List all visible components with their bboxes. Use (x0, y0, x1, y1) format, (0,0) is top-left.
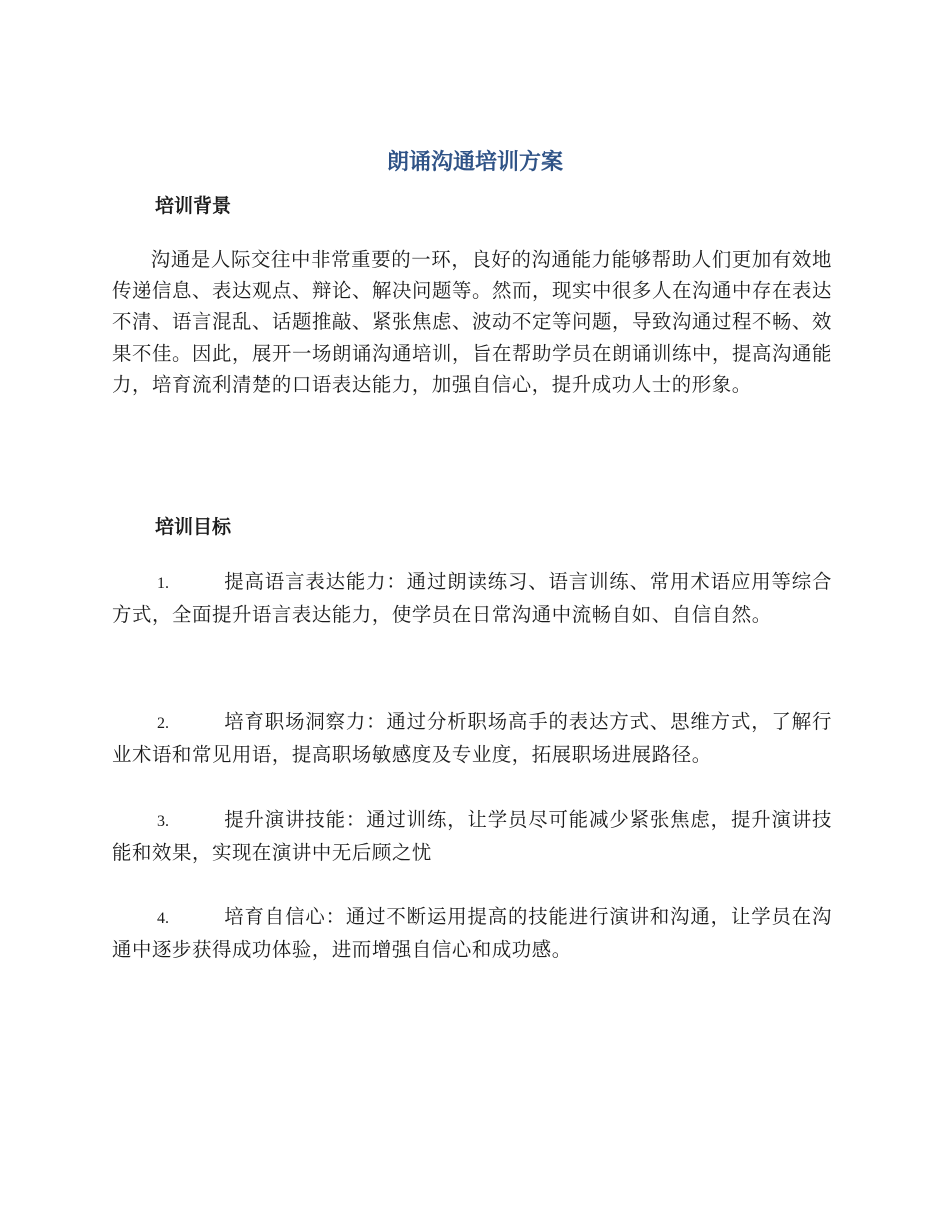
goal-item-3 (112, 804, 832, 868)
goal-item-text: 提高语言表达能力：通过朗读练习、语言训练、常用术语应用等综合方式，全面提升语言表达能力，使学员在日常沟通中流畅自如、自信自然。 (112, 570, 832, 627)
document-title: 朗诵沟通培训方案 (386, 150, 563, 175)
goal-item-4 (112, 901, 832, 965)
section-heading-background: 培训背景 (155, 195, 232, 217)
goal-item-1 (112, 566, 832, 630)
background-paragraph: 沟通是人际交往中非常重要的一环，良好的沟通能力能够帮助人们更加有效地传递信息、表达观点、辩论、解决问题等。然而，现实中很多人在沟通中存在表达不清、语言混乱、话题推敲、紧张焦虑、波动不定等问题，导致沟通过程不畅、效果不佳。因此，展开一场朗诵沟通培训，旨在帮助学员在朗诵训练中，提高沟通能力，培育流利清楚的口语表达能力，加强自信心，提升成功人士的形象。 (112, 248, 832, 396)
goal-item-number: 1. (157, 575, 169, 592)
goal-item-text: 培育自信心：通过不断运用提高的技能进行演讲和沟通，让学员在沟通中逐步获得成功体验，进而增强自信心和成功感。 (112, 905, 832, 962)
goal-item-number: 4. (157, 910, 169, 927)
goal-item-number: 2. (157, 715, 169, 732)
goal-item-text: 培育职场洞察力：通过分析职场高手的表达方式、思维方式，了解行业术语和常见用语，提高职场敏感度及专业度，拓展职场进展路径。 (112, 710, 832, 767)
goal-item-number: 3. (157, 813, 169, 830)
section-heading-goals: 培训目标 (155, 516, 232, 538)
goal-item-2 (112, 706, 832, 770)
goal-item-text: 提升演讲技能：通过训练，让学员尽可能减少紧张焦虑，提升演讲技能和效果，实现在演讲中无后顾之忧 (112, 808, 832, 865)
